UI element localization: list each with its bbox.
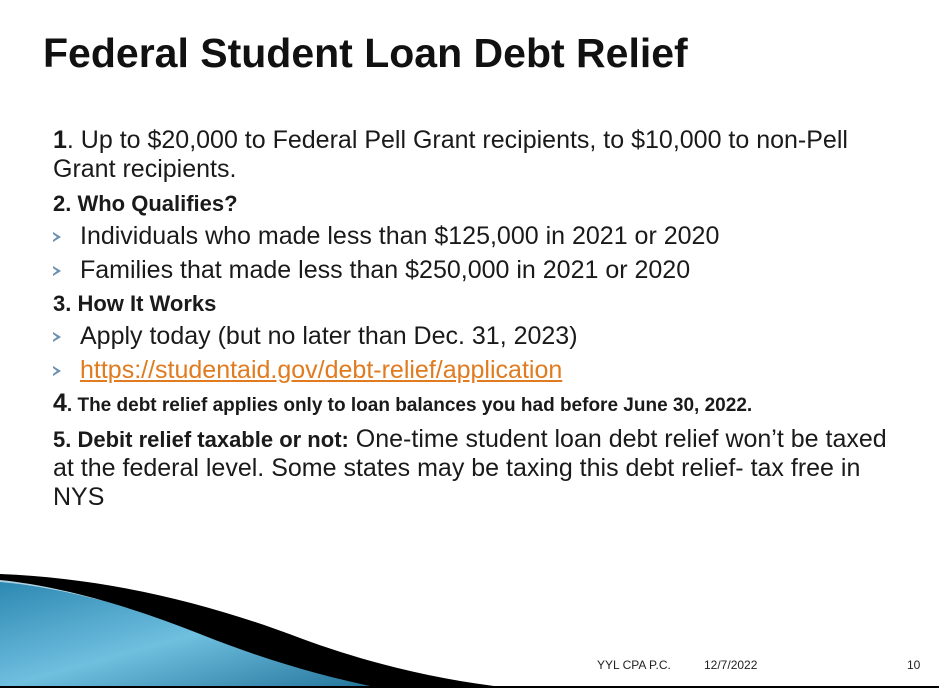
- footer-date: 12/7/2022: [704, 658, 758, 672]
- item-1: [53, 126, 913, 184]
- slide-number: 10: [907, 658, 921, 672]
- bullet-families: [53, 256, 913, 285]
- slide-body: [53, 126, 913, 518]
- item-1-text: . Up to $20,000 to Federal Pell Grant recipients, to $10,000 to non-Pell Grant recipients.: [53, 126, 848, 183]
- item-2-heading: 2. Who Qualifies?: [53, 191, 238, 216]
- application-link[interactable]: https://studentaid.gov/debt-relief/application: [80, 356, 563, 384]
- item-5-label: 5. Debit relief taxable or not:: [53, 427, 349, 452]
- bullet-apply: [53, 322, 913, 351]
- arrow-bullet-icon: [53, 232, 61, 242]
- item-3-heading: 3. How It Works: [53, 291, 217, 316]
- arrow-bullet-icon: [53, 266, 61, 276]
- arrow-bullet-icon: [53, 332, 61, 342]
- item-4-number: 4: [53, 389, 67, 417]
- item-1-number: 1: [53, 126, 67, 154]
- bullet-individuals: [53, 222, 913, 251]
- item-5-text: One-time student loan debt relief won’t be taxed at the federal level. Some states may be taxing this debt relief- tax free in NYS: [53, 425, 887, 511]
- footer-company: YYL CPA P.C.: [597, 658, 671, 672]
- item-5: [53, 425, 913, 512]
- bullet-link: [53, 356, 913, 385]
- bullet-text: Families that made less than $250,000 in 2021 or 2020: [80, 256, 691, 284]
- slide-title: Federal Student Loan Debt Relief: [43, 30, 688, 76]
- bullet-text: Apply today (but no later than Dec. 31, 2023): [80, 322, 578, 350]
- bullet-text: Individuals who made less than $125,000 in 2021 or 2020: [80, 222, 720, 250]
- item-4: [53, 390, 913, 419]
- item-4-text: . The debt relief applies only to loan balances you had before June 30, 2022.: [66, 395, 753, 416]
- arrow-bullet-icon: [53, 366, 61, 376]
- corner-wave-decoration: [0, 560, 939, 688]
